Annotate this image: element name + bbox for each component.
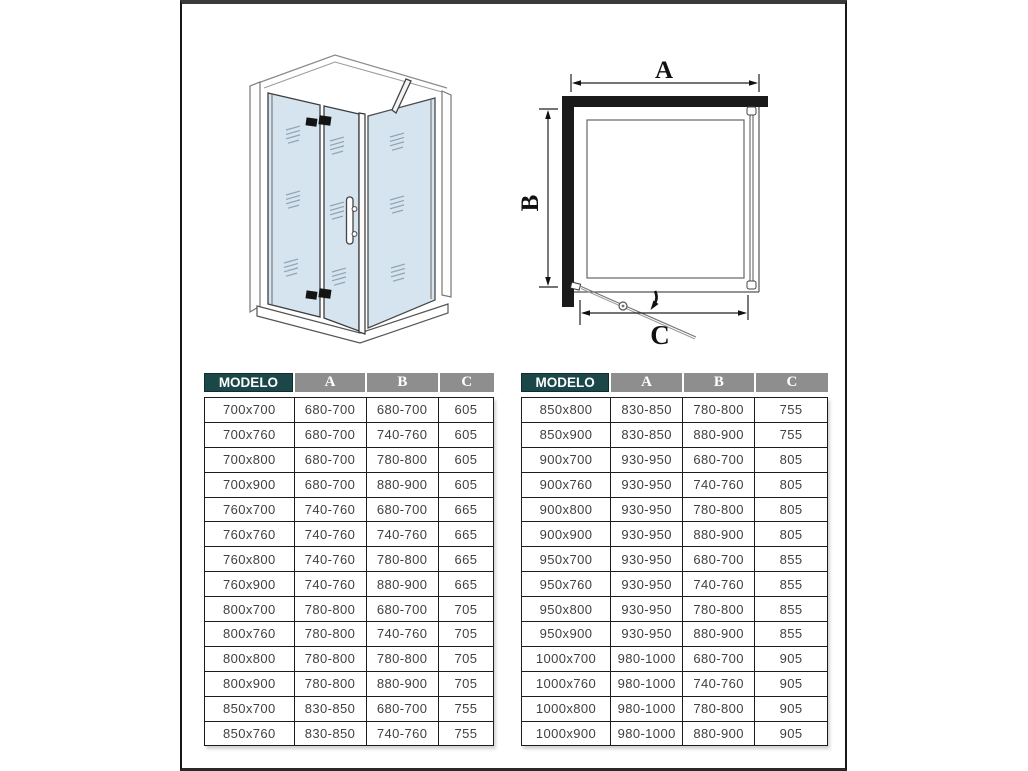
side-panel-line xyxy=(750,110,753,289)
table-cell: 740-760 xyxy=(294,572,366,597)
table-cell: 800x800 xyxy=(205,646,295,671)
table-row xyxy=(205,646,494,671)
side-glass-panel xyxy=(368,98,435,328)
left-wall xyxy=(250,82,260,312)
table-row xyxy=(522,547,828,572)
table-cell: 665 xyxy=(438,522,493,547)
table-cell: 740-760 xyxy=(683,472,755,497)
table-cell: 980-1000 xyxy=(611,721,683,746)
table-cell: 680-700 xyxy=(366,597,438,622)
table-cell: 855 xyxy=(755,622,828,647)
table-body xyxy=(521,397,828,746)
table-cell: 760x760 xyxy=(205,522,295,547)
table-cell: 930-950 xyxy=(611,497,683,522)
table-cell: 880-900 xyxy=(683,422,755,447)
table-cell: 850x760 xyxy=(205,721,295,746)
table-row xyxy=(205,622,494,647)
header-modelo: MODELO xyxy=(521,373,610,392)
table-cell: 680-700 xyxy=(683,447,755,472)
table-cell: 855 xyxy=(755,547,828,572)
dim-label-b: B xyxy=(517,194,544,212)
enclosure-outline xyxy=(574,107,759,292)
table-cell: 755 xyxy=(438,696,493,721)
table-cell: 705 xyxy=(438,622,493,647)
table-cell: 605 xyxy=(438,447,493,472)
table-row xyxy=(205,671,494,696)
dimension-a xyxy=(571,57,759,92)
table-cell: 760x900 xyxy=(205,572,295,597)
corner-post xyxy=(359,113,365,334)
table-cell: 740-760 xyxy=(294,497,366,522)
table-row xyxy=(205,422,494,447)
table-cell: 905 xyxy=(755,696,828,721)
table-cell: 680-700 xyxy=(294,447,366,472)
table-cell: 880-900 xyxy=(683,622,755,647)
table-cell: 740-760 xyxy=(366,721,438,746)
table-cell: 805 xyxy=(755,447,828,472)
table-cell: 980-1000 xyxy=(611,696,683,721)
table-cell: 740-760 xyxy=(683,572,755,597)
table-cell: 780-800 xyxy=(294,646,366,671)
table-cell: 950x700 xyxy=(522,547,611,572)
tray-outline xyxy=(587,120,744,278)
table-cell: 755 xyxy=(755,398,828,423)
table-cell: 680-700 xyxy=(683,547,755,572)
table-cell: 755 xyxy=(755,422,828,447)
table-row xyxy=(522,646,828,671)
table-row xyxy=(205,696,494,721)
table-cell: 780-800 xyxy=(294,597,366,622)
table-row xyxy=(522,696,828,721)
table-cell: 700x800 xyxy=(205,447,295,472)
table-header xyxy=(204,373,494,392)
table-cell: 805 xyxy=(755,472,828,497)
table-cell: 900x700 xyxy=(522,447,611,472)
header-a: A xyxy=(294,373,366,392)
table-cell: 850x900 xyxy=(522,422,611,447)
table-cell: 680-700 xyxy=(294,472,366,497)
table-cell: 900x760 xyxy=(522,472,611,497)
header-b: B xyxy=(366,373,439,392)
fixed-glass-panel xyxy=(268,93,320,317)
table-cell: 780-800 xyxy=(683,398,755,423)
table-cell: 930-950 xyxy=(611,522,683,547)
size-table-left xyxy=(204,373,494,746)
table-cell: 680-700 xyxy=(366,398,438,423)
door-swing-arrow xyxy=(651,291,659,310)
table-cell: 740-760 xyxy=(366,422,438,447)
table-cell: 1000x700 xyxy=(522,646,611,671)
table-cell: 930-950 xyxy=(611,447,683,472)
table-cell: 830-850 xyxy=(294,696,366,721)
table-cell: 800x900 xyxy=(205,671,295,696)
table-cell: 705 xyxy=(438,646,493,671)
table-cell: 855 xyxy=(755,572,828,597)
table-cell: 880-900 xyxy=(366,572,438,597)
table-row xyxy=(205,497,494,522)
table-cell: 780-800 xyxy=(294,622,366,647)
plan-view-diagram xyxy=(514,36,828,360)
table-cell: 680-700 xyxy=(366,497,438,522)
table-cell: 605 xyxy=(438,422,493,447)
table-cell: 1000x760 xyxy=(522,671,611,696)
table-row xyxy=(522,597,828,622)
table-cell: 780-800 xyxy=(366,547,438,572)
table-cell: 740-760 xyxy=(294,547,366,572)
table-cell: 740-760 xyxy=(366,622,438,647)
table-cell: 1000x800 xyxy=(522,696,611,721)
header-c: C xyxy=(755,373,828,392)
table-row xyxy=(205,721,494,746)
table-cell: 680-700 xyxy=(683,646,755,671)
table-row xyxy=(205,597,494,622)
header-a: A xyxy=(610,373,682,392)
table-cell: 665 xyxy=(438,572,493,597)
table-cell: 605 xyxy=(438,398,493,423)
table-cell: 830-850 xyxy=(294,721,366,746)
table-cell: 780-800 xyxy=(366,646,438,671)
table-cell: 665 xyxy=(438,497,493,522)
table-cell: 930-950 xyxy=(611,597,683,622)
table-cell: 880-900 xyxy=(683,721,755,746)
bracket-bottom xyxy=(747,281,756,289)
table-cell: 850x700 xyxy=(205,696,295,721)
table-row xyxy=(522,472,828,497)
table-cell: 880-900 xyxy=(366,472,438,497)
table-cell: 930-950 xyxy=(611,472,683,497)
table-cell: 760x800 xyxy=(205,547,295,572)
table-cell: 740-760 xyxy=(294,522,366,547)
dimension-b xyxy=(517,109,558,287)
table-cell: 700x760 xyxy=(205,422,295,447)
table-cell: 800x700 xyxy=(205,597,295,622)
table-row xyxy=(522,497,828,522)
table-cell: 855 xyxy=(755,597,828,622)
table-cell: 705 xyxy=(438,597,493,622)
table-row xyxy=(205,447,494,472)
table-cell: 605 xyxy=(438,472,493,497)
table-row xyxy=(205,547,494,572)
dim-label-c: C xyxy=(650,320,670,350)
table-cell: 780-800 xyxy=(366,447,438,472)
size-table-right xyxy=(521,373,828,746)
table-body xyxy=(204,397,494,746)
table-row xyxy=(522,721,828,746)
table-cell: 1000x900 xyxy=(522,721,611,746)
table-cell: 740-760 xyxy=(366,522,438,547)
table-cell: 805 xyxy=(755,497,828,522)
table-cell: 755 xyxy=(438,721,493,746)
table-cell: 680-700 xyxy=(294,422,366,447)
table-cell: 700x700 xyxy=(205,398,295,423)
table-cell: 950x760 xyxy=(522,572,611,597)
table-row xyxy=(522,447,828,472)
table-row xyxy=(522,422,828,447)
table-row xyxy=(522,572,828,597)
right-wall xyxy=(442,91,451,297)
enclosure-3d-diagram xyxy=(224,26,476,346)
table-cell: 905 xyxy=(755,671,828,696)
table-row xyxy=(205,398,494,423)
table-cell: 950x800 xyxy=(522,597,611,622)
table-row xyxy=(522,398,828,423)
table-cell: 980-1000 xyxy=(611,646,683,671)
table-cell: 830-850 xyxy=(611,422,683,447)
table-cell: 740-760 xyxy=(683,671,755,696)
table-row xyxy=(205,572,494,597)
table-cell: 900x800 xyxy=(522,497,611,522)
table-row xyxy=(205,522,494,547)
table-cell: 850x800 xyxy=(522,398,611,423)
header-c: C xyxy=(439,373,494,392)
content-frame xyxy=(180,0,847,771)
table-cell: 930-950 xyxy=(611,547,683,572)
room-ceiling-outline xyxy=(258,55,447,88)
table-cell: 780-800 xyxy=(683,597,755,622)
table-cell: 930-950 xyxy=(611,572,683,597)
header-modelo: MODELO xyxy=(204,373,294,392)
table-row xyxy=(522,622,828,647)
table-cell: 880-900 xyxy=(683,522,755,547)
table-cell: 780-800 xyxy=(294,671,366,696)
table-cell: 680-700 xyxy=(366,696,438,721)
table-row xyxy=(522,522,828,547)
table-cell: 680-700 xyxy=(294,398,366,423)
table-cell: 880-900 xyxy=(366,671,438,696)
table-cell: 930-950 xyxy=(611,622,683,647)
table-header xyxy=(521,373,828,392)
table-cell: 705 xyxy=(438,671,493,696)
walls xyxy=(562,96,768,307)
table-cell: 830-850 xyxy=(611,398,683,423)
table-cell: 760x700 xyxy=(205,497,295,522)
table-cell: 805 xyxy=(755,522,828,547)
table-cell: 700x900 xyxy=(205,472,295,497)
table-cell: 780-800 xyxy=(683,497,755,522)
table-cell: 800x760 xyxy=(205,622,295,647)
table-cell: 905 xyxy=(755,721,828,746)
bracket-top xyxy=(747,107,756,115)
dim-label-a: A xyxy=(654,57,674,84)
table-cell: 665 xyxy=(438,547,493,572)
dimension-c xyxy=(580,295,748,350)
header-b: B xyxy=(683,373,755,392)
table-cell: 950x900 xyxy=(522,622,611,647)
table-cell: 780-800 xyxy=(683,696,755,721)
table-cell: 905 xyxy=(755,646,828,671)
table-row xyxy=(522,671,828,696)
table-row xyxy=(205,472,494,497)
table-cell: 980-1000 xyxy=(611,671,683,696)
table-cell: 900x900 xyxy=(522,522,611,547)
